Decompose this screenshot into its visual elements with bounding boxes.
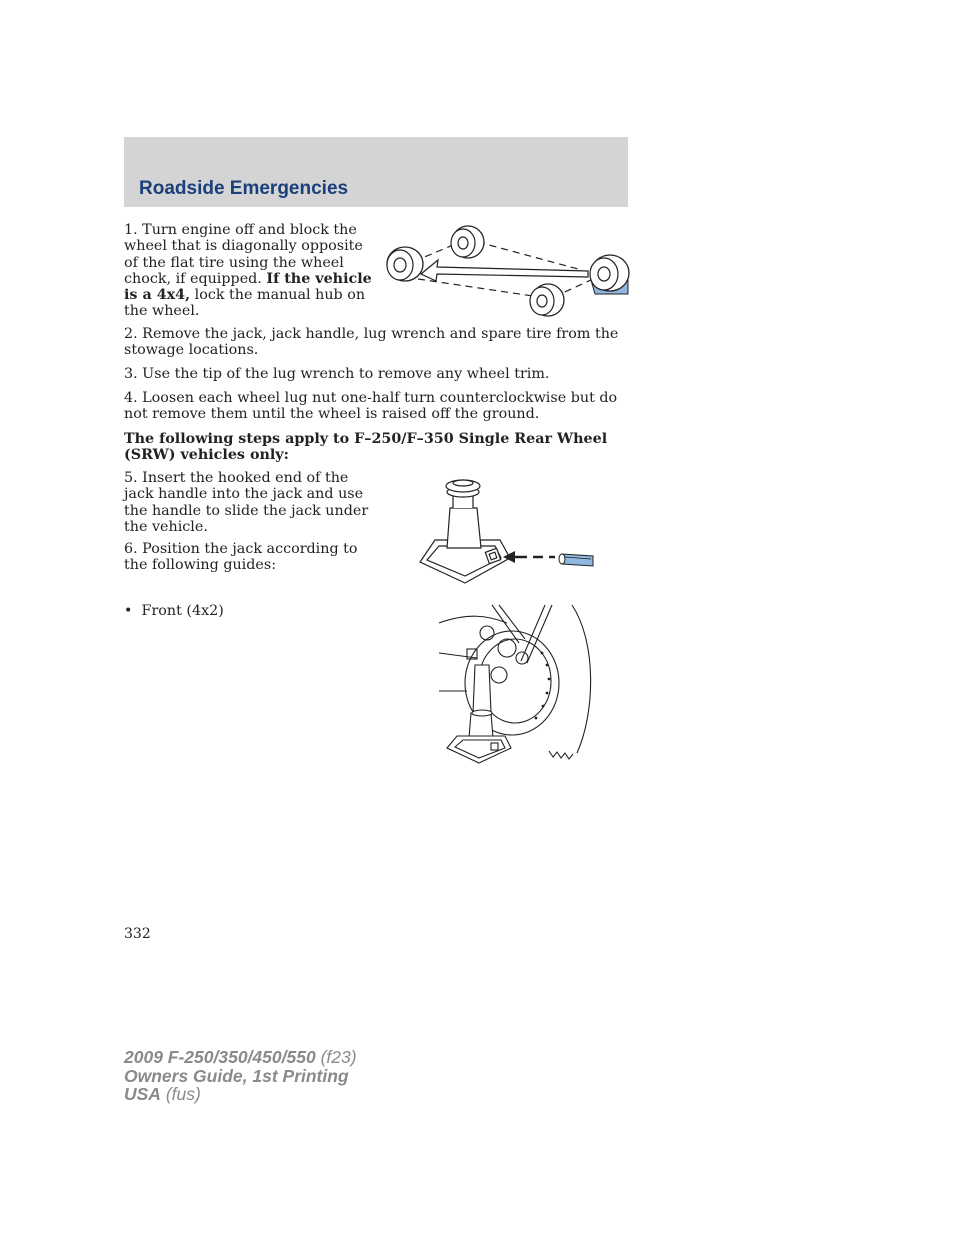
jack-handle-diagram [415,470,600,590]
footer-print-info [124,1048,357,1104]
step-4: 4. Loosen each wheel lug nut one-half turn counterclockwise but do not remove them until the wheel is raised off the ground. [124,390,618,423]
bullet-front-label: Front (4x2) [141,603,224,619]
srw-note: The following steps apply to F–250/F–350 Single Rear Wheel (SRW) vehicles only: [124,431,608,464]
footer-market-code: (fus) [160,1084,201,1104]
step-6: 6. Position the jack according to the following guides: [124,541,358,574]
bullet-icon: • [124,603,133,619]
step-1-text-a: 1. Turn engine off and block the wheel that is diagonally opposite of the flat tire using the wheel chock, if equipped. [124,222,363,287]
footer-model-code: (f23) [315,1047,357,1067]
step-1-text-b: lock the manual hub on the wheel. [124,287,366,320]
step-1-bold: If the vehicle is a 4x4, [124,270,372,304]
wheel-chock-diagram [383,224,631,324]
footer-line-1 [124,1048,357,1067]
footer-line-3 [124,1085,357,1104]
step-3: 3. Use the tip of the lug wrench to remove any wheel trim. [124,366,550,382]
bottom-wheel-icon [530,284,564,316]
top-wheel-icon [451,226,484,258]
front-jack-position-diagram [437,603,592,768]
step-1 [124,222,372,320]
section-header-band [124,137,628,207]
step-5: 5. Insert the hooked end of the jack handle into the jack and use the handle to slide the jack under the vehicle. [124,470,369,535]
footer-market: USA [124,1084,161,1104]
page-number: 332 [124,926,151,942]
footer-line-2: Owners Guide, 1st Printing [124,1065,349,1086]
step-2: 2. Remove the jack, jack handle, lug wrench and spare tire from the stowage locations. [124,326,619,359]
insert-arrow-icon [503,551,555,563]
right-wheel-icon [590,255,629,291]
jack-handle-icon [559,554,593,566]
footer-model: 2009 F-250/350/450/550 [124,1047,316,1067]
section-title: Roadside Emergencies [139,178,349,199]
left-wheel-icon [387,247,423,281]
bullet-front-4x2 [124,603,364,619]
